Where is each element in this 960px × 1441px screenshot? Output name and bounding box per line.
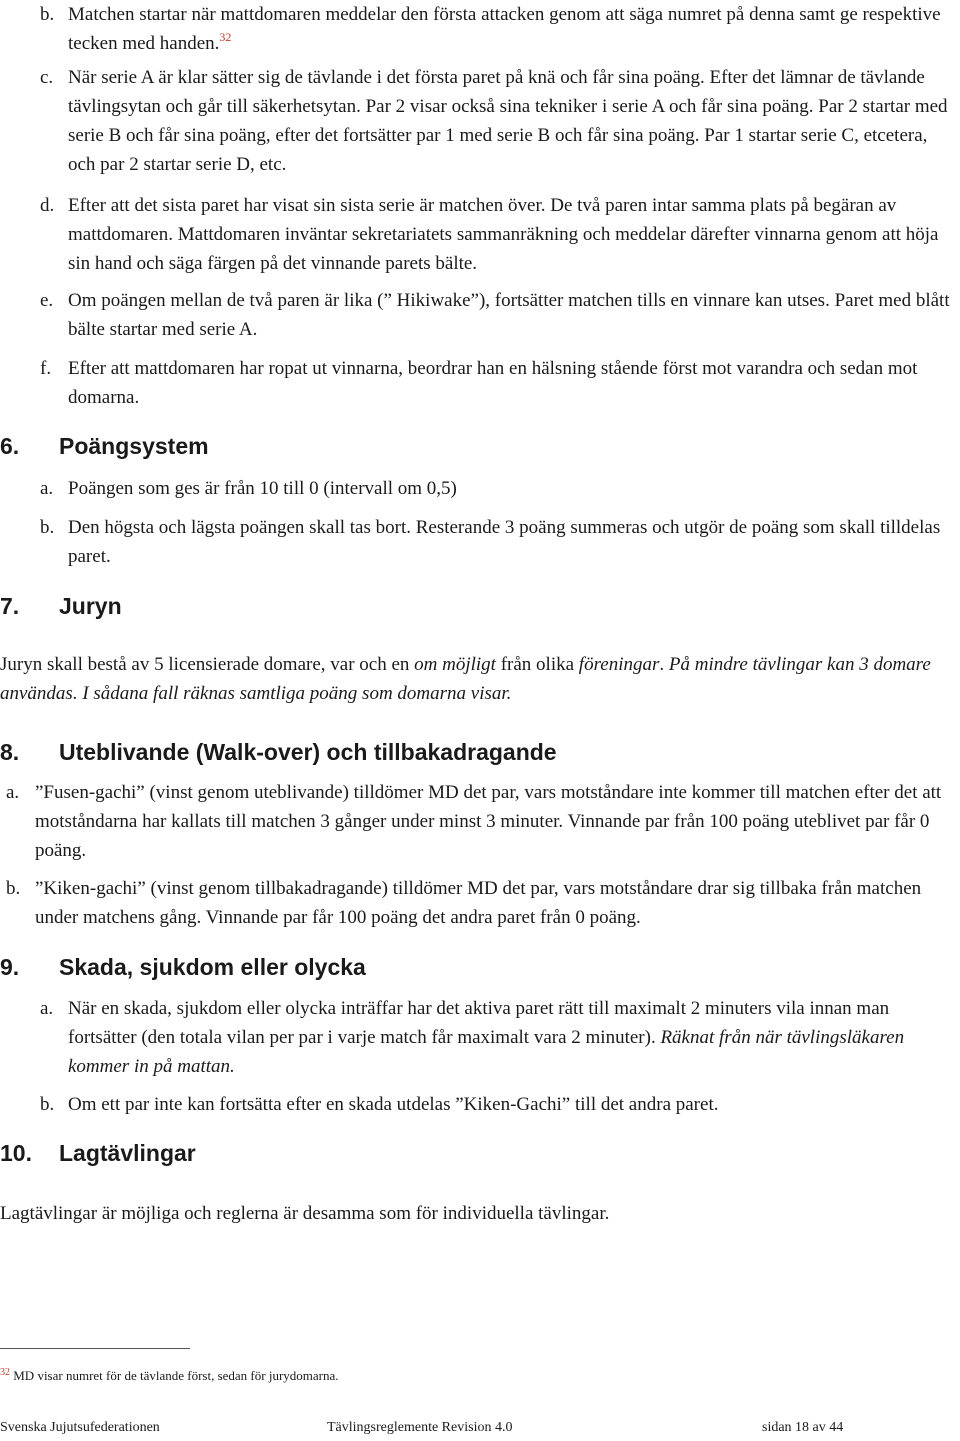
- list-item-a: [0, 994, 958, 1081]
- footnote-text: MD visar numret för de tävlande först, sedan för jurydomarna.: [13, 1368, 339, 1383]
- list-item-b: [0, 513, 958, 571]
- list-text: Efter att det sista paret har visat sin sista serie är matchen över. De två paren intar samma plats på begäran av mattdomaren. Mattdomaren inväntar sekretariatets sammanräkning och meddelar därefter vinnarna genom att höja sin hand och säga färgen på det vinnande parets bälte.: [68, 195, 939, 274]
- list-item-b: [0, 874, 958, 932]
- list-item-f: [0, 354, 958, 412]
- list-text: Den högsta och lägsta poängen skall tas bort. Resterande 3 poäng summeras och utgör de poäng som skall tilldelas paret.: [68, 517, 941, 567]
- list-item-d: [0, 191, 958, 278]
- list-label: c.: [40, 67, 54, 88]
- list-label: d.: [40, 195, 55, 216]
- list-item-e: [0, 286, 958, 344]
- list-label: b.: [40, 517, 55, 538]
- list-text: När serie A är klar sätter sig de tävlande i det första paret på knä och får sina poäng. Efter det lämnar de tävlande tävlingsytan och går till säkerhetsytan. Par 2 visar också sina tekniker i serie A och får sina poäng. Par 2 startar med serie B och får sina poäng, efter det fortsätter par 1 med serie B och får sina poäng. Par 1 startar serie C, etcetera, och par 2 startar serie D, etc.: [68, 67, 948, 175]
- footer-organization: Svenska Jujutsufederationen: [0, 1420, 160, 1435]
- footer-page-number: sidan 18 av 44: [762, 1420, 844, 1435]
- section-number: 6.: [0, 433, 20, 459]
- section-number: 8.: [0, 739, 20, 765]
- list-item-c: [0, 63, 958, 179]
- list-label: a.: [40, 478, 54, 499]
- list-item-a: [0, 778, 958, 865]
- list-label: a.: [6, 782, 20, 803]
- list-text: Matchen startar när mattdomaren meddelar den första attacken genom att säga numret på denna samt ge respektive tecken med handen.$^{32}$: [68, 4, 941, 54]
- section-title: Skada, sjukdom eller olycka: [59, 954, 366, 980]
- section-number: 9.: [0, 954, 20, 980]
- paragraph: Lagtävlingar är möjliga och reglerna är desamma som för individuella tävlingar.: [0, 1203, 610, 1224]
- list-text: ”Fusen-gachi” (vinst genom uteblivande) tilldömer MD det par, vars motståndare inte kommer till matchen efter det att motståndarna har kallats till matchen 3 gånger under minst 3 minuter. Vinnande par från 100 poäng uteblivet par får 0 poäng.: [35, 782, 942, 861]
- list-text: Poängen som ges är från 10 till 0 (intervall om 0,5): [68, 478, 457, 499]
- list-item-b: [0, 1090, 958, 1119]
- list-label: b.: [40, 1094, 55, 1115]
- list-label: b.: [6, 878, 21, 899]
- list-item-a: [0, 474, 958, 503]
- section-title: Lagtävlingar: [59, 1140, 196, 1166]
- section-title: Poängsystem: [59, 433, 209, 459]
- list-text: Efter att mattdomaren har ropat ut vinnarna, beordrar han en hälsning stående först mot varandra och sedan mot domarna.: [68, 358, 918, 408]
- list-text: Om poängen mellan de två paren är lika (” Hikiwake”), fortsätter matchen tills en vinnare kan utses. Paret med blått bälte startar med serie A.: [68, 290, 950, 340]
- footnote-ref[interactable]: 32: [219, 30, 232, 44]
- footnote-divider: [0, 1348, 190, 1349]
- footnote-number: 32: [0, 1367, 10, 1378]
- list-label: b.: [40, 4, 55, 25]
- list-label: a.: [40, 998, 54, 1019]
- list-text: Om ett par inte kan fortsätta efter en skada utdelas ”Kiken-Gachi” till det andra paret.: [68, 1094, 719, 1115]
- footnote: [0, 1367, 339, 1385]
- section-number: 7.: [0, 593, 20, 619]
- paragraph: Juryn skall bestå av 5 licensierade domare, var och en om möjligt från olika föreningar. På mindre tävlingar kan 3 domare användas. I sådana fall räknas samtliga poäng som domarna visar.: [0, 654, 931, 704]
- section-title: Juryn: [59, 593, 122, 619]
- list-item-b: [0, 0, 958, 58]
- footer-document: Tävlingsreglemente Revision 4.0: [327, 1420, 513, 1435]
- list-text: När en skada, sjukdom eller olycka inträffar har det aktiva paret rätt till maximalt 2 minuters vila innan man fortsätter (den totala vilan per par i varje match får maximalt vara 2 minuter). Räknat från när tävlingsläkaren kommer in på mattan.: [68, 998, 905, 1077]
- list-label: f.: [40, 358, 52, 379]
- list-label: e.: [40, 290, 54, 311]
- section-title: Uteblivande (Walk-over) och tillbakadragande: [59, 739, 557, 765]
- section-number: 10.: [0, 1140, 32, 1166]
- list-text: ”Kiken-gachi” (vinst genom tillbakadragande) tilldömer MD det par, vars motståndare drar sig tillbaka från matchen under matchens gång. Vinnande par får 100 poäng det andra paret från 0 poäng.: [35, 878, 922, 928]
